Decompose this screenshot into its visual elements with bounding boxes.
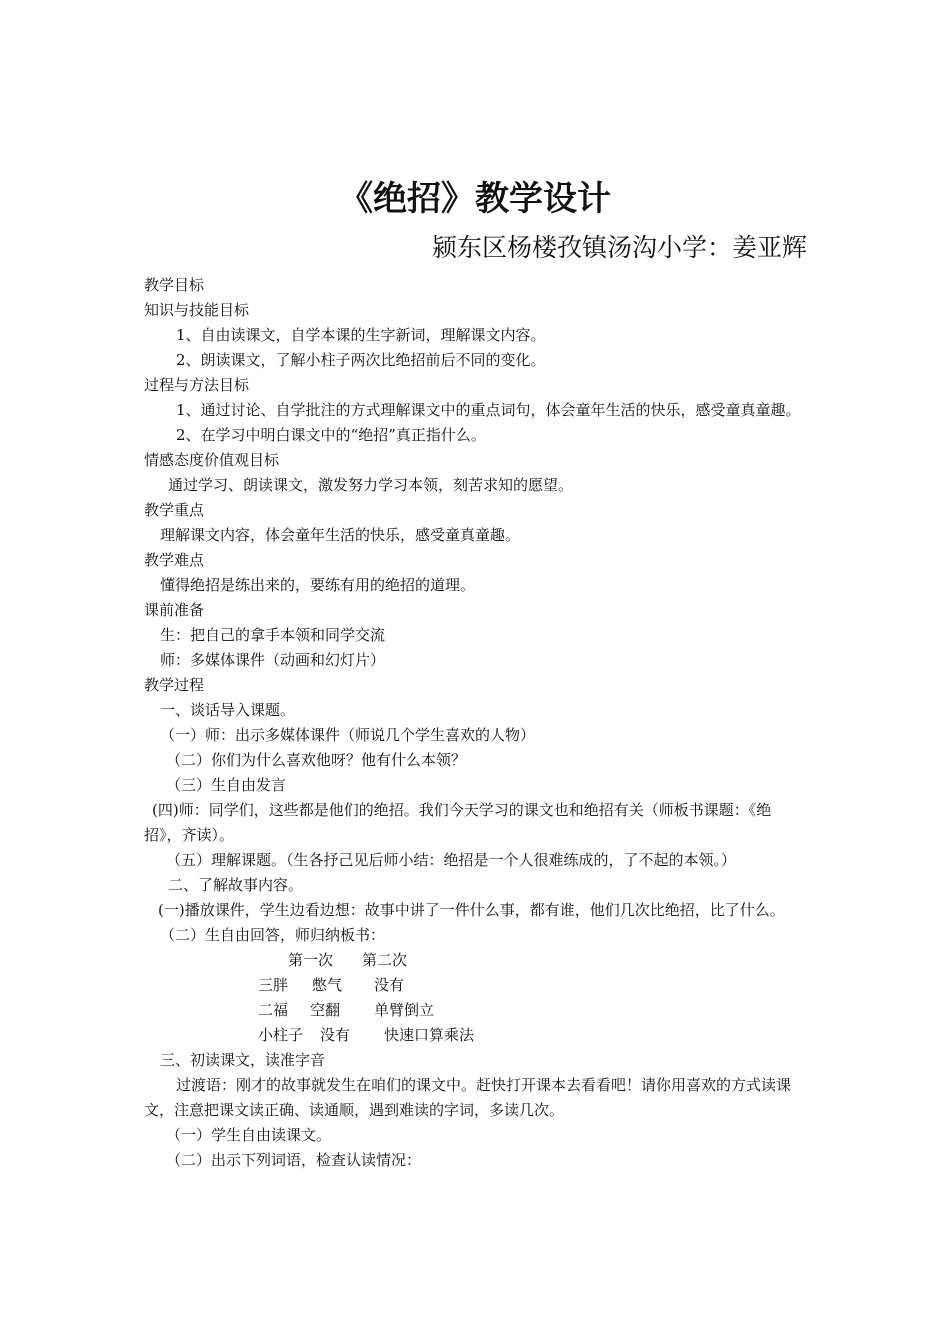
board-row-first: 憋气 [312, 976, 343, 994]
board-row [144, 973, 808, 998]
step-item: （二）生自由回答，师归纳板书： [160, 926, 386, 944]
step-item: （一）师：出示多媒体课件（师说几个学生喜欢的人物） [160, 726, 536, 744]
step-heading: 三、初读课文，读准字音 [160, 1051, 326, 1069]
document-body [144, 273, 808, 1173]
process-item: 2、在学习中明白课文中的“绝招”真正指什么。 [176, 426, 486, 444]
board-header-first: 第一次 [288, 951, 334, 969]
key-heading: 教学重点 [144, 501, 205, 519]
knowledge-heading: 知识与技能目标 [144, 301, 250, 319]
board-row-second: 没有 [374, 976, 405, 994]
step-item: （三）生自由发言 [166, 776, 287, 794]
board-row-name: 三胖 [258, 976, 289, 994]
step-item: (四)师：同学们，这些都是他们的绝招。我们今天学习的课文也和绝招有关（师板书课题：《绝招》，齐读）。 [144, 801, 772, 844]
prep-item: 师：多媒体课件（动画和幻灯片） [160, 651, 386, 669]
board-header-second: 第二次 [362, 951, 408, 969]
step-item: （一）学生自由读课文。 [166, 1126, 332, 1144]
key-item: 理解课文内容，体会童年生活的快乐，感受童真童趣。 [160, 526, 521, 544]
step-heading: 二、了解故事内容。 [168, 876, 304, 894]
document-title: 《绝招》教学设计 [339, 179, 611, 219]
board-header-row [144, 948, 808, 973]
step-item: (一)播放课件，学生边看边想：故事中讲了一件什么事，都有谁，他们几次比绝招，比了什么。 [158, 901, 785, 919]
board-row-name: 小柱子 [258, 1026, 304, 1044]
board-row-first: 没有 [320, 1026, 351, 1044]
step-item: （五）理解课题。（生各抒己见后师小结：绝招是一个人很难练成的，了不起的本领。） [166, 851, 737, 869]
emotion-heading: 情感态度价值观目标 [144, 451, 280, 469]
author-line: 颍东区杨楼孜镇汤沟小学：姜亚辉 [431, 233, 807, 262]
knowledge-item: 2、朗读课文，了解小柱子两次比绝招前后不同的变化。 [176, 351, 546, 369]
objectives-heading: 教学目标 [144, 276, 205, 294]
step-intro: 过渡语：刚才的故事就发生在咱们的课文中。赶快打开课本去看看吧！请你用喜欢的方式读课文，注意把课文读正确、读通顺，遇到难读的字词，多读几次。 [144, 1076, 792, 1119]
step-item: （二）出示下列词语，检查认读情况： [166, 1151, 422, 1169]
procedure-heading: 教学过程 [144, 676, 205, 694]
prep-heading: 课前准备 [144, 601, 205, 619]
knowledge-item: 1、自由读课文，自学本课的生字新词，理解课文内容。 [176, 326, 546, 344]
board-row-second: 快速口算乘法 [384, 1026, 475, 1044]
difficulty-item: 懂得绝招是练出来的，要练有用的绝招的道理。 [160, 576, 476, 594]
board-row-second: 单臂倒立 [374, 1001, 435, 1019]
step-heading: 一、谈话导入课题。 [160, 701, 296, 719]
board-row-name: 二福 [258, 1001, 289, 1019]
difficulty-heading: 教学难点 [144, 551, 205, 569]
step-item: （二）你们为什么喜欢他呀？他有什么本领？ [166, 751, 467, 769]
prep-item: 生：把自己的拿手本领和同学交流 [160, 626, 386, 644]
board-row [144, 998, 808, 1023]
board-row [144, 1023, 808, 1048]
process-item: 1、通过讨论、自学批注的方式理解课文中的重点词句，体会童年生活的快乐，感受童真童趣。 [176, 401, 801, 419]
board-row-first: 空翻 [310, 1001, 341, 1019]
process-heading: 过程与方法目标 [144, 376, 250, 394]
emotion-item: 通过学习、朗读课文，激发努力学习本领，刻苦求知的愿望。 [168, 476, 574, 494]
